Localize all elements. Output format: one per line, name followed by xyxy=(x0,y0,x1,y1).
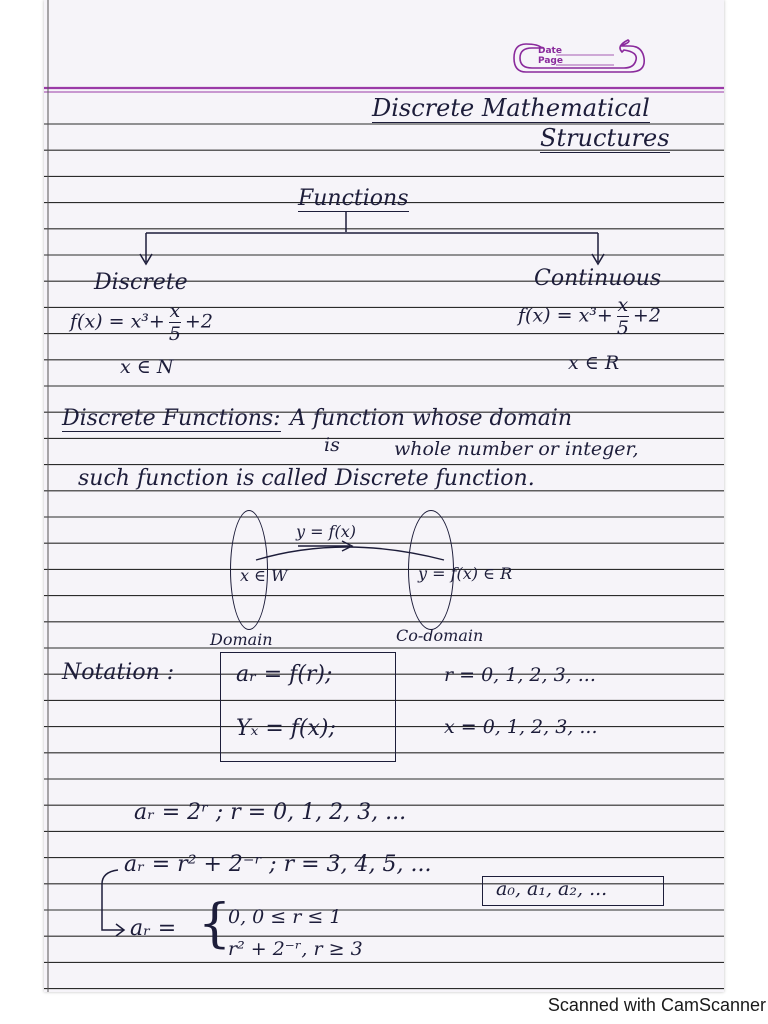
case-brace: { xyxy=(198,894,232,954)
notation-row1-formula: aᵣ = f(r); xyxy=(236,662,333,687)
scanner-watermark: Scanned with CamScanner xyxy=(547,995,766,1015)
date-label: Date xyxy=(538,46,562,56)
continuous-formula: f(x) = x³+ $\frac{x}{5}$ +2 xyxy=(518,294,661,339)
domain-caption: Domain xyxy=(210,630,273,649)
discrete-domain: x ∈ N xyxy=(120,356,174,378)
codomain-set-label: y = f(x) ∈ R xyxy=(418,564,513,583)
tree-root: Functions xyxy=(298,186,409,211)
codomain-caption: Co-domain xyxy=(396,626,484,645)
discrete-label: Discrete xyxy=(94,270,188,295)
example-connector-arrow xyxy=(44,0,724,992)
definition-line2: whole number or integer, xyxy=(394,438,639,460)
notation-row2-range: x = 0, 1, 2, 3, ... xyxy=(444,716,598,738)
definition-line2-is: is xyxy=(324,434,340,456)
notation-row2-formula: Yₓ = f(x); xyxy=(236,716,336,741)
example-3-lhs: aᵣ = xyxy=(130,916,177,941)
definition-line1: A function whose domain xyxy=(290,406,573,431)
example-1: aᵣ = 2ʳ ; r = 0, 1, 2, 3, ... xyxy=(134,800,407,825)
definition-heading: Discrete Functions: xyxy=(62,406,281,431)
example-2: aᵣ = r² + 2⁻ʳ ; r = 3, 4, 5, ... xyxy=(124,852,432,877)
notation-label: Notation : xyxy=(62,660,175,685)
page-label: Page xyxy=(538,56,563,66)
page-title-line1: Discrete Mathematical xyxy=(372,94,650,122)
arrow-label: y = f(x) xyxy=(296,522,357,541)
discrete-formula: f(x) = x³+ $\frac{x}{5}$ +2 xyxy=(70,300,213,345)
sequence-box-text: a₀, a₁, a₂, ... xyxy=(496,878,608,900)
continuous-label: Continuous xyxy=(534,266,662,291)
notation-row1-range: r = 0, 1, 2, 3, ... xyxy=(444,664,596,686)
notebook-page xyxy=(44,0,724,992)
domain-set-label: x ∈ W xyxy=(240,566,288,585)
continuous-domain: x ∈ R xyxy=(568,352,620,374)
example-3-case2: r² + 2⁻ʳ, r ≥ 3 xyxy=(228,938,363,960)
page-title-line2: Structures xyxy=(540,124,670,152)
definition-line3: such function is called Discrete function. xyxy=(78,466,535,491)
example-3-case1: 0, 0 ≤ r ≤ 1 xyxy=(228,906,342,928)
